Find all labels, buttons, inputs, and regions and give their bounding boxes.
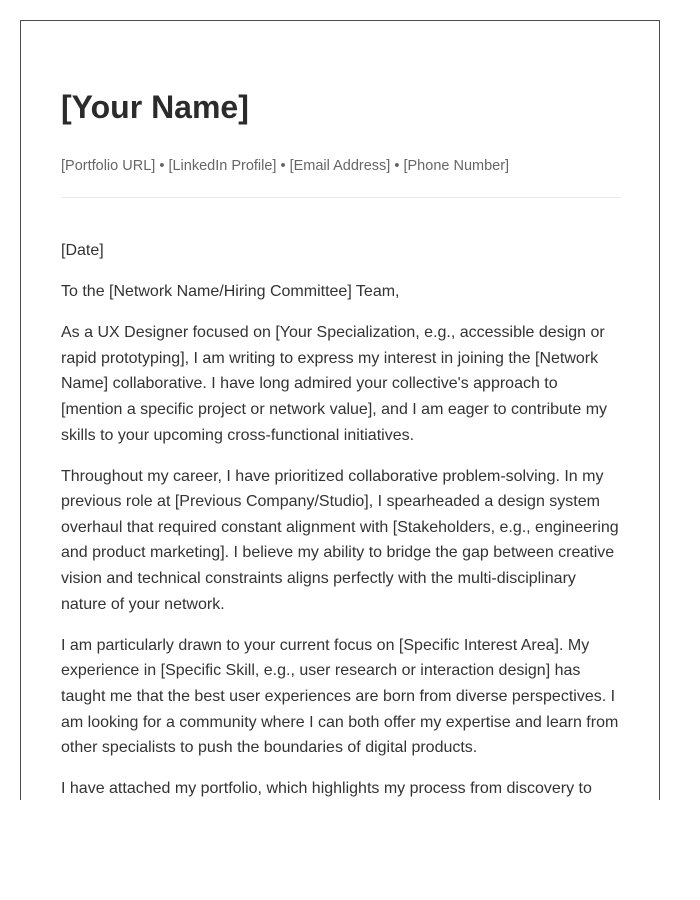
sender-name: [Your Name] (61, 89, 249, 125)
contact-separator: • (276, 158, 290, 174)
contact-separator: • (155, 158, 169, 174)
header-divider (61, 197, 621, 198)
portfolio-url: [Portfolio URL] (61, 158, 156, 174)
phone-number: [Phone Number] (403, 158, 510, 174)
letter-salutation: To the [Network Name/Hiring Committee] Team, (61, 283, 400, 301)
body-paragraph-3: I am particularly drawn to your current focus on [Specific Interest Area]. My experience in [Specific Skill, e.g., user research or interaction design] has taught me that the best user experiences are born from diverse perspectives. I am looking for a community where I can both offer my expertise and learn from other specialists to push the boundaries of digital products. (61, 636, 619, 757)
contact-line (61, 157, 509, 175)
body-paragraph-1: As a UX Designer focused on [Your Specialization, e.g., accessible design or rapid prototyping], I am writing to express my interest in joining the [Network Name] collaborative. I have long admired your collective's approach to [mention a specific project or network value], and I am eager to contribute my skills to your upcoming cross-functional initiatives. (61, 324, 608, 444)
letter-page (20, 20, 660, 800)
email-address: [Email Address] (289, 158, 391, 174)
contact-separator: • (390, 158, 404, 174)
body-paragraph-2: Throughout my career, I have prioritized collaborative problem-solving. In my previous role at [Previous Company/Studio], I spearheaded a design system overhaul that required constant alignment with [Stakeholders, e.g., engineering and product marketing]. I believe my ability to bridge the gap between creative vision and technical constraints aligns perfectly with the multi-disciplinary nature of your network. (61, 467, 619, 613)
body-paragraph-4: I have attached my portfolio, which highlights my process from discovery to (61, 780, 592, 798)
letter-body (61, 238, 621, 800)
linkedin-profile: [LinkedIn Profile] (168, 158, 277, 174)
letter-date: [Date] (61, 242, 104, 259)
